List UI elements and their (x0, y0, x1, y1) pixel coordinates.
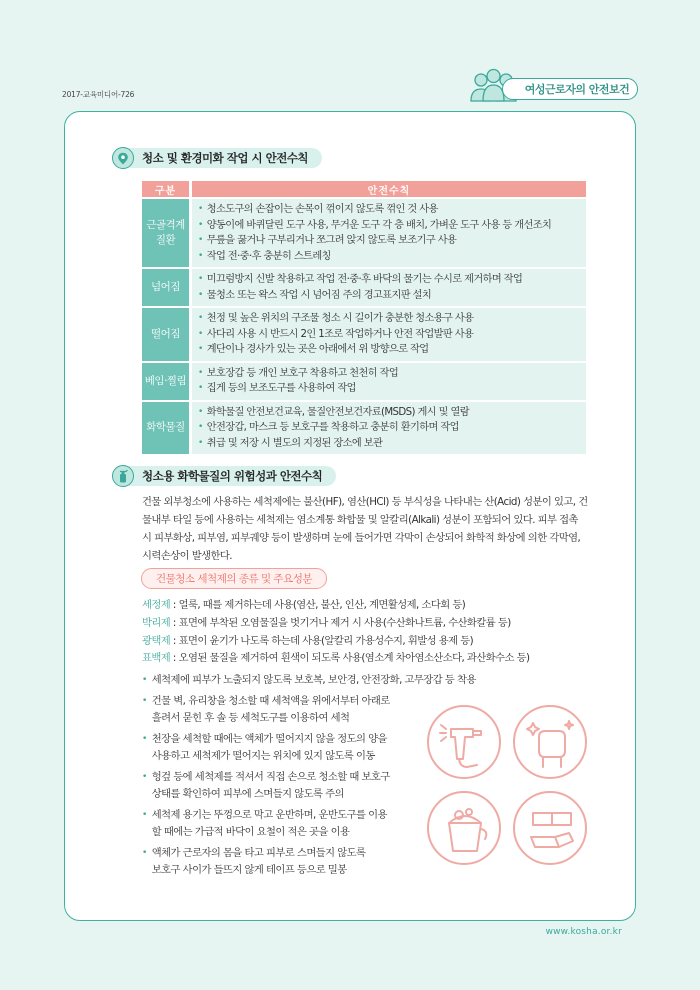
rule-item: • 무릎을 꿇거나 구부리거나 쪼그려 앉지 않도록 보조기구 사용 (198, 235, 457, 246)
rule-item: • 미끄럼방지 신발 착용하고 작업 전·중·후 바닥의 물기는 수시로 제거하며 작업 (198, 274, 523, 285)
footer-url: www.kosha.or.kr (545, 927, 622, 937)
hand-cleaning-illustration (513, 705, 587, 779)
rule-item: • 보호장갑 등 개인 보호구 착용하고 천천히 작업 (198, 367, 399, 379)
bullet-item: • 세척제 용기는 뚜껑으로 막고 운반하며, 운반도구를 이용 할 때에는 가급적 바닥이 요철이 적은 곳을 이용 (142, 808, 387, 838)
bullet-item: • 천장을 세척할 때에는 액체가 떨어지지 않을 정도의 양을 사용하고 세척제가 떨어지는 위치에 있지 않도록 이동 (142, 732, 387, 762)
chemical-hazard-paragraph: 건물 외부청소에 사용하는 세척제에는 불산(HF), 염산(HCl) 등 부식성을 나타내는 산(Acid) 성분이 있고, 건물내부 타일 등에 사용하는 세척제는 염소계통 화합물 및 알칼리(Alkali) 성분이 포함되어 있다. 피부 접촉 시 피부화상, 피부염, 피부궤양 등이 발생하며 눈에 들어가면 각막이 손상되어 화학적 화상에 의한 각막염, 시력손상이 발생한다. (142, 496, 588, 562)
rule-item: • 화학물질 안전보건교육, 물질안전보건자료(MSDS) 게시 및 열람 (198, 406, 470, 418)
rule-item: • 집게 등의 보조도구를 사용하여 작업 (198, 383, 356, 394)
rule-item: • 사다리 사용 시 반드시 2인 1조로 작업하거나 안전 작업발판 사용 (198, 328, 474, 340)
bucket-icon (429, 793, 503, 867)
cleaner-types-subheading: 건물청소 세척제의 종류 및 주요성분 (141, 568, 327, 589)
goggles-icon (515, 793, 589, 867)
document-code: 2017-교육미디어-726 (62, 90, 135, 99)
safety-bullet-list (142, 672, 476, 883)
rule-item: • 물청소 또는 왁스 작업 시 넘어짐 주의 경고표지판 설치 (198, 289, 432, 301)
cleaner-definitions (142, 597, 530, 668)
bullet-item: • 세척제에 피부가 노출되지 않도록 보호복, 보안경, 안전장화, 고무장갑 등 착용 (142, 674, 476, 686)
goggles-gloves-illustration (513, 791, 587, 865)
header-badge (468, 68, 640, 102)
category-cell: 떨어짐 (142, 306, 192, 361)
definition-item: 세정제 : 얼룩, 때를 제거하는데 사용(염산, 불산, 인산, 계면활성제, 소다회 등) (142, 599, 466, 611)
rule-item: • 안전장갑, 마스크 등 보호구를 착용하고 충분히 환기하며 작업 (198, 422, 459, 433)
category-cell: 근골격계 질환 (142, 197, 192, 267)
rules-cell (192, 400, 586, 455)
table-row (142, 400, 586, 455)
rule-item: • 취급 및 저장 시 별도의 지정된 장소에 보관 (198, 437, 383, 449)
category-cell: 베임·찔림 (142, 361, 192, 400)
bullet-item: • 헝겊 등에 세척제를 적셔서 직접 손으로 청소할 때 보호구 상태를 확인하여 피부에 스며들지 않도록 주의 (142, 770, 390, 800)
hand-wipe-icon (515, 707, 589, 781)
spray-bottle-icon (112, 465, 134, 487)
definition-item: 박리제 : 표면에 부착된 오염물질을 벗기거나 제거 시 사용(수산화나트륨, 수산화칼륨 등) (142, 616, 511, 629)
table-row (142, 361, 586, 400)
category-cell: 화학물질 (142, 400, 192, 455)
bucket-illustration (427, 791, 501, 865)
rules-cell (192, 197, 586, 267)
definition-item: 표백제 : 오염된 물질을 제거하여 흰색이 되도록 사용(염소계 차아염소산소다, 과산화수소 등) (142, 652, 530, 665)
section2-heading (112, 465, 336, 487)
bullet-item: • 건물 벽, 유리창을 청소할 때 세척액을 위에서부터 아래로 흘려서 묻힌 후 솔 등 세척도구를 이용하여 세척 (142, 694, 390, 724)
section1-heading (112, 147, 322, 169)
category-cell: 넘어짐 (142, 267, 192, 306)
bullet-item: • 액체가 근로자의 몸을 타고 피부로 스며들지 않도록 보호구 사이가 들뜨지 않게 테이프 등으로 밀봉 (142, 846, 366, 876)
badge-label: 여성근로자의 안전보건 (502, 78, 638, 100)
table-row (142, 306, 586, 361)
location-pin-icon (112, 147, 134, 169)
spray-nozzle-illustration (427, 705, 501, 779)
rule-item: • 계단이나 경사가 있는 곳은 아래에서 위 방향으로 작업 (198, 344, 429, 355)
column-header-category: 구분 (142, 181, 192, 197)
column-header-rules: 안전수칙 (192, 181, 586, 197)
rules-cell (192, 267, 586, 306)
rules-cell (192, 306, 586, 361)
section1-title: 청소 및 환경미화 작업 시 안전수칙 (124, 148, 322, 168)
spray-nozzle-icon (429, 707, 503, 781)
rule-item: • 양동이에 바퀴달린 도구 사용, 무거운 도구 각 층 배치, 가벼운 도구 사용 등 개선조치 (198, 219, 552, 231)
table-row (142, 197, 586, 267)
definition-item: 광택제 : 표면이 윤기가 나도록 하는데 사용(알칼리 가용성수지, 휘발성 용제 등) (142, 634, 474, 647)
rules-cell (192, 361, 586, 400)
rule-item: • 작업 전·중·후 충분히 스트레칭 (198, 250, 331, 262)
rule-item: • 천정 및 높은 위치의 구조물 청소 시 길이가 충분한 청소용구 사용 (198, 313, 474, 324)
rule-item: • 청소도구의 손잡이는 손목이 꺾이지 않도록 꺾인 것 사용 (198, 204, 438, 215)
section2-title: 청소용 화학물질의 위험성과 안전수칙 (124, 466, 336, 486)
safety-rules-table (142, 181, 586, 454)
table-row (142, 267, 586, 306)
